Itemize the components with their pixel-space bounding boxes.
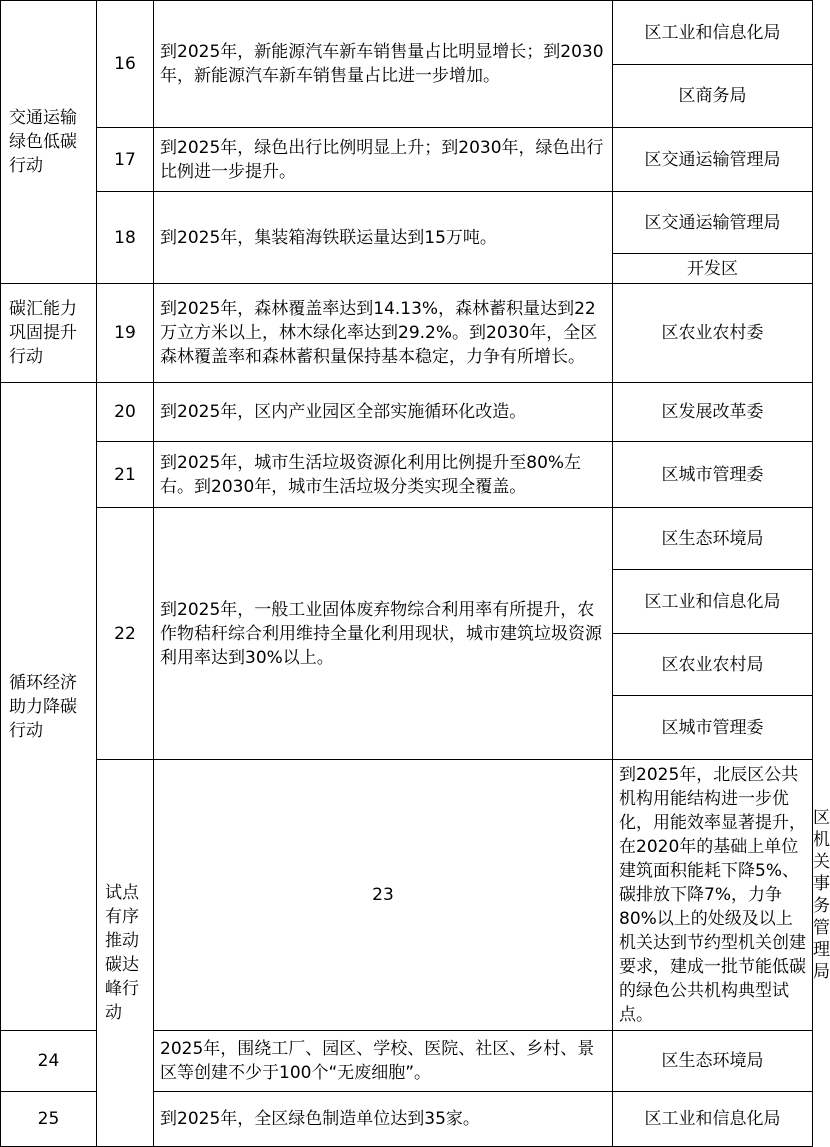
item-content: 到2025年，新能源汽车新车销售量占比明显增长；到2030年，新能源汽车新车销售量占比进一步增加。	[154, 1, 613, 128]
department-cell: 区工业和信息化局	[613, 1092, 813, 1147]
item-number: 18	[97, 192, 154, 284]
item-number: 25	[1, 1092, 97, 1147]
department-cell: 区城市管理委	[613, 442, 813, 508]
department-cell: 开发区	[613, 254, 813, 284]
category-cell: 交通运输绿色低碳行动	[1, 1, 97, 284]
department-cell: 区交通运输管理局	[613, 128, 813, 192]
table-row	[1, 442, 813, 508]
item-content: 到2025年，北辰区公共机构用能结构进一步优化，用能效率显著提升，在2020年的基础上单位建筑面积能耗下降5%、碳排放下降7%，力争80%以上的处级及以上机关达到节约型机关创建要求，建成一批节能低碳的绿色公共机构典型试点。	[613, 760, 813, 1031]
department-cell: 区生态环境局	[613, 1031, 813, 1092]
department-cell: 区交通运输管理局	[613, 192, 813, 254]
table-row	[1, 383, 813, 442]
item-number: 17	[97, 128, 154, 192]
item-number: 19	[97, 284, 154, 383]
table-row	[1, 284, 813, 383]
table-row	[1, 508, 813, 570]
department-cell: 区农业农村委	[613, 284, 813, 383]
item-content: 到2025年，全区绿色制造单位达到35家。	[154, 1092, 613, 1147]
category-cell: 试点有序推动碳达峰行动	[97, 760, 154, 1147]
department-cell: 区发展改革委	[613, 383, 813, 442]
department-cell: 区农业农村局	[613, 634, 813, 696]
category-cell: 碳汇能力巩固提升行动	[1, 284, 97, 383]
category-cell: 循环经济助力降碳行动	[1, 383, 97, 1031]
department-cell: 区城市管理委	[613, 696, 813, 760]
item-content: 到2025年，绿色出行比例明显上升；到2030年，绿色出行比例进一步提升。	[154, 128, 613, 192]
department-cell: 区工业和信息化局	[613, 1, 813, 65]
department-cell: 区工业和信息化局	[613, 570, 813, 634]
item-content: 到2025年，城市生活垃圾资源化利用比例提升至80%左右。到2030年，城市生活垃圾分类实现全覆盖。	[154, 442, 613, 508]
item-number: 20	[97, 383, 154, 442]
item-content: 2025年，围绕工厂、园区、学校、医院、社区、乡村、景区等创建不少于100个“无废细胞”。	[154, 1031, 613, 1092]
table-row	[1, 1, 813, 65]
item-content: 到2025年，集装箱海铁联运量达到15万吨。	[154, 192, 613, 284]
table-row	[1, 192, 813, 254]
table-row: 试点有序推动碳达峰行动 23 到2025年，北辰区公共机构用能结构进一步优化，用能效率显著提升，在2020年的基础上单位建筑面积能耗下降5%、碳排放下降7%，力争80%以上的处级及以上机关达到节约型机关创建要求，建成一批节能低碳的绿色公共机构典型试点。 区机关事务管理局	[1, 760, 813, 1031]
item-number: 21	[97, 442, 154, 508]
department-cell: 区生态环境局	[613, 508, 813, 570]
item-number: 16	[97, 1, 154, 128]
item-content: 到2025年，森林覆盖率达到14.13%，森林蓄积量达到22万立方米以上，林木绿化率达到29.2%。到2030年，全区森林覆盖率和森林蓄积量保持基本稳定，力争有所增长。	[154, 284, 613, 383]
department-cell: 区商务局	[613, 65, 813, 128]
item-number: 23	[154, 760, 613, 1031]
item-content: 到2025年，区内产业园区全部实施循环化改造。	[154, 383, 613, 442]
item-number: 24	[1, 1031, 97, 1092]
item-content: 到2025年，一般工业固体废弃物综合利用率有所提升，农作物秸秆综合利用维持全量化利用现状，城市建筑垃圾资源利用率达到30%以上。	[154, 508, 613, 760]
table-row	[1, 128, 813, 192]
item-number: 22	[97, 508, 154, 760]
